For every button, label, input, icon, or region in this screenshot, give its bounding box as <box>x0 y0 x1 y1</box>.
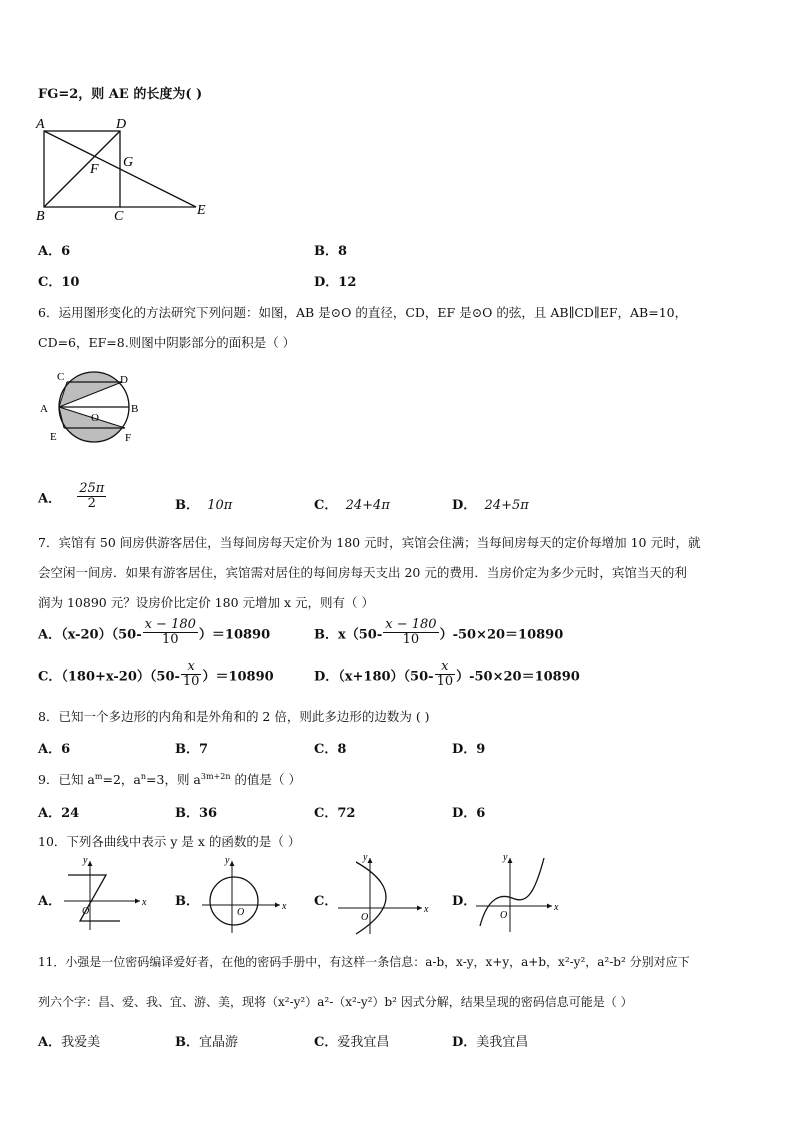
q8-stem: 8．已知一个多边形的内角和是外角和的 2 倍，则此多边形的边数为 ( ) <box>38 709 430 724</box>
q6-label-e: E <box>50 431 57 443</box>
q10-option-d-key: D． <box>452 894 477 909</box>
svg-text:y: y <box>363 852 368 863</box>
q10-graph-b <box>198 855 288 935</box>
q6-option-b: B． 10π <box>175 498 233 513</box>
q6-option-d: D． 24+5π <box>452 498 529 513</box>
q5-figure <box>30 112 220 224</box>
q7-option-b: B．x（50- $\frac{x - 180}{10}$ ）-50×20＝10890 <box>314 617 564 648</box>
q6-label-c: C <box>57 371 65 383</box>
q5-label-g: G <box>123 155 134 170</box>
q11-stem-line2: 列六个字：昌、爱、我、宜、游、美，现将（x²-y²）a²-（x²-y²）b² 因式分解，结果呈现的密码信息可能是（ ） <box>38 995 633 1009</box>
q5-label-e: E <box>197 203 206 218</box>
q9-option-a: A．24 <box>38 806 80 821</box>
q6-stem-line2: CD=6，EF=8.则图中阴影部分的面积是（ ） <box>38 335 296 350</box>
svg-text:x: x <box>142 897 147 908</box>
q5-label-d: D <box>116 117 127 132</box>
q6-label-f: F <box>125 432 132 444</box>
q8-option-a: A．6 <box>38 742 71 757</box>
q5-diagonal-bd <box>44 131 120 207</box>
q10-option-b-key: B． <box>175 894 199 909</box>
svg-text:x: x <box>424 904 429 915</box>
q7-option-d: D．（x+180）（50- $\frac{x}{10}$ ）-50×20＝10890 <box>314 659 580 690</box>
q5-option-a: A．6 <box>38 244 71 259</box>
svg-text:O: O <box>500 910 508 921</box>
q10-graph-a <box>60 855 150 935</box>
q7-stem-line1: 7．宾馆有 50 间房供游客居住，当每间房每天定价为 180 元时，宾馆会住满；当每间房每天的定价每增加 10 元时，就 <box>38 535 701 550</box>
svg-text:O: O <box>361 912 369 923</box>
svg-text:y: y <box>83 855 88 866</box>
q10-curve-d <box>480 858 544 926</box>
q5-label-c: C <box>114 209 124 224</box>
q10-curve-b <box>210 877 258 925</box>
q6-option-c: C． 24+4π <box>314 498 390 513</box>
q5-option-b: B．8 <box>314 244 348 259</box>
q8-option-d: D．9 <box>452 742 486 757</box>
q10-curve-c <box>356 862 386 934</box>
q5-label-b: B <box>36 209 45 224</box>
q5-stem-tail: FG=2，则 AE 的长度为( ) <box>38 87 203 102</box>
q6-label-a: A <box>40 403 48 415</box>
svg-text:O: O <box>237 907 245 918</box>
q6-figure <box>36 368 146 446</box>
q9-option-c: C．72 <box>314 806 356 821</box>
q10-option-c-key: C． <box>314 894 338 909</box>
q9-option-d: D．6 <box>452 806 486 821</box>
q11-option-c: C．爱我宜昌 <box>314 1035 390 1050</box>
q8-option-b: B．7 <box>175 742 209 757</box>
q7-option-c: C．（180+x-20）（50- $\frac{x}{10}$ ）＝10890 <box>38 659 274 690</box>
svg-text:y: y <box>225 855 230 866</box>
q5-option-c: C．10 <box>38 275 80 290</box>
q7-stem-line3: 润为 10890 元？设房价比定价 180 元增加 x 元，则有（ ） <box>38 595 374 610</box>
q5-label-f: F <box>90 162 99 177</box>
q6-label-o: O <box>91 412 99 424</box>
q9-stem: 9．已知 $a^m=2$，$a^n=3$，则 $a^{3m+2n}$ 的值是（ ） <box>38 771 301 787</box>
q7-stem-line2: 会空闲一间房．如果有游客居住，宾馆需对居住的每间房每天支出 20 元的费用．当房价定为多少元时，宾馆当天的利 <box>38 565 687 580</box>
svg-text:O: O <box>82 906 90 917</box>
q10-curve-a <box>68 875 120 921</box>
q11-option-d: D．美我宜昌 <box>452 1035 529 1050</box>
svg-text:x: x <box>554 902 559 913</box>
svg-text:y: y <box>503 852 508 863</box>
svg-text:x: x <box>282 901 287 912</box>
q5-option-d: D．12 <box>314 275 357 290</box>
q9-option-b: B．36 <box>175 806 218 821</box>
q10-stem: 10．下列各曲线中表示 y 是 x 的函数的是（ ） <box>38 834 301 849</box>
q10-graph-d <box>474 852 560 936</box>
q6-label-d: D <box>120 374 128 386</box>
q11-stem-line1: 11．小强是一位密码编译爱好者，在他的密码手册中，有这样一条信息：a-b，x-y，x+y，a+b，x²-y²，a²-b² 分别对应下 <box>38 955 690 969</box>
q10-option-a-key: A． <box>38 894 62 909</box>
q11-option-a: A．我爱美 <box>38 1035 101 1050</box>
q11-option-b: B．宜晶游 <box>175 1035 239 1050</box>
q10-graph-c <box>336 852 428 936</box>
q7-option-a: A．（x-20）（50- $\frac{x - 180}{10}$ ）＝10890 <box>38 617 271 648</box>
q6-option-a: A． $\frac{25\pi}{2}$ <box>38 481 105 512</box>
q5-label-a: A <box>36 117 45 132</box>
q6-stem-line1: 6．运用图形变化的方法研究下列问题：如图，AB 是⊙O 的直径，CD，EF 是⊙O 的弦，且 AB∥CD∥EF，AB=10， <box>38 305 688 320</box>
q6-label-b: B <box>131 403 139 415</box>
q8-option-c: C．8 <box>314 742 347 757</box>
